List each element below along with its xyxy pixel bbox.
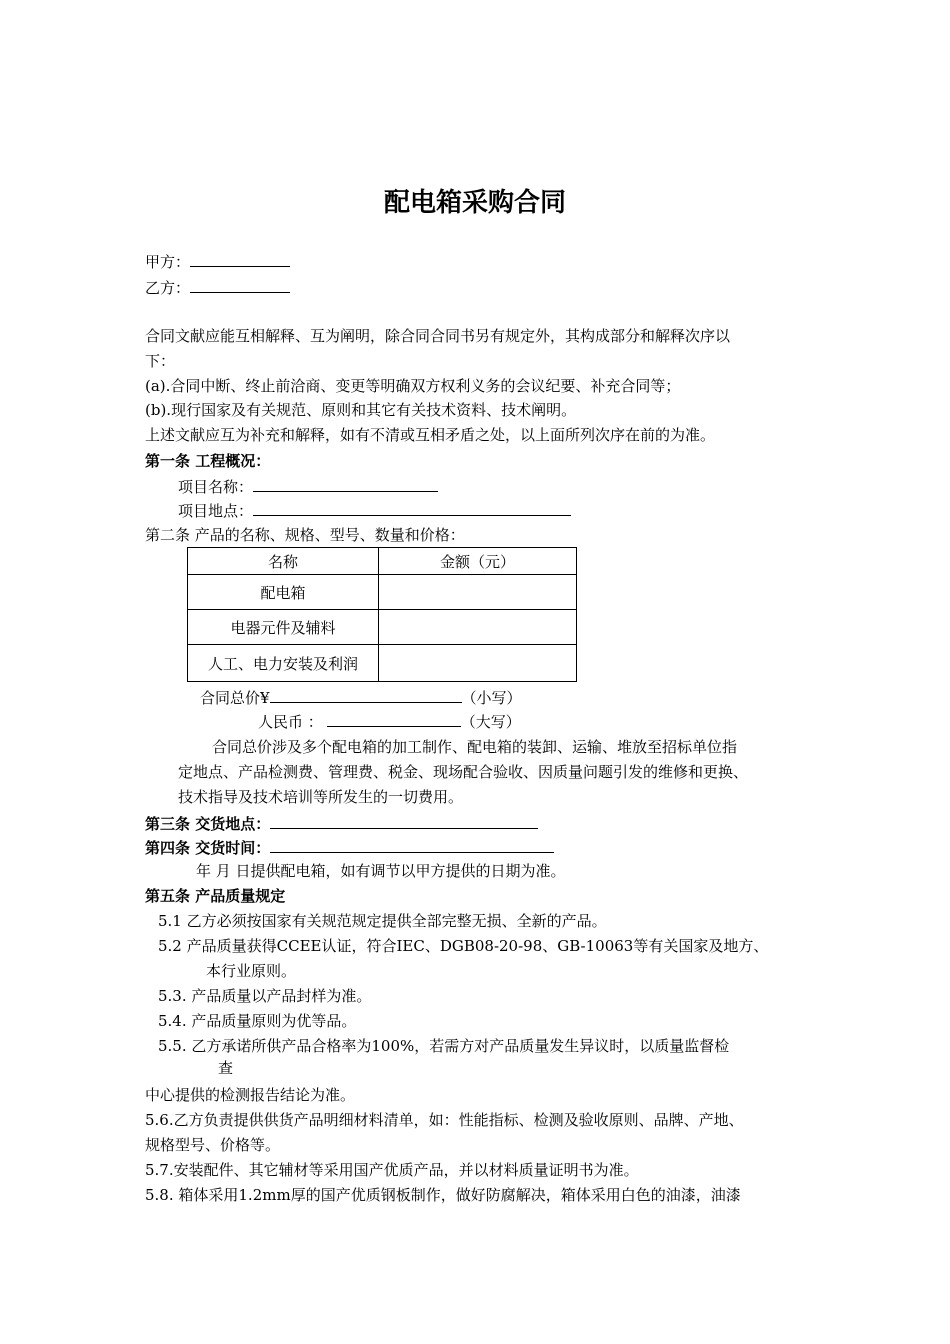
party-a-blank[interactable]: [190, 251, 290, 267]
table-header-row: [188, 548, 577, 575]
table-cell-amount[interactable]: [379, 610, 577, 645]
table-cell-name: 人工、电力安装及利润: [188, 645, 379, 682]
table-header-amount: 金额（元）: [379, 548, 577, 575]
total-price-suffix: （小写）: [461, 689, 522, 707]
party-a-line: [145, 251, 290, 272]
project-location-line: [178, 500, 571, 521]
art4-text: 年 月 日提供配电箱，如有调节以甲方提供的日期为准。: [196, 862, 566, 880]
art5-heading: 第五条 产品质量规定: [145, 887, 286, 905]
intro-p1-line1: 合同文献应能互相解释、互为阐明，除合同合同书另有规定外，其构成部分和解释次序以: [145, 327, 731, 345]
art5-item-5-line2: 查: [218, 1059, 234, 1077]
art4-heading: 第四条 交货时间：: [145, 839, 271, 857]
art5-item-2-line1: 5.2 产品质量获得CCEE认证，符合IEC、DGB08-20-98、GB-10063等有关国家及地方、: [158, 937, 769, 955]
rmb-line: [258, 711, 521, 732]
party-b-label: 乙方：: [145, 279, 191, 297]
total-price-line: [200, 687, 522, 708]
project-location-label: 项目地点：: [178, 502, 254, 520]
intro-p1-line2: 下：: [145, 352, 176, 370]
art4-line: [145, 837, 554, 858]
art5-item-3: 5.3. 产品质量以产品封样为准。: [158, 987, 372, 1005]
price-note-line2: 定地点、产品检测费、管理费、税金、现场配合验收、因质量问题引发的维修和更换、: [178, 763, 749, 781]
delivery-location-blank[interactable]: [270, 813, 538, 829]
rmb-suffix: （大写）: [460, 713, 521, 731]
price-note-line1: 合同总价涉及多个配电箱的加工制作、配电箱的装卸、运输、堆放至招标单位指: [212, 738, 738, 756]
art5-item-6-line2: 规格型号、价格等。: [145, 1136, 281, 1154]
party-b-line: [145, 277, 290, 298]
intro-item-a: (a).合同中断、终止前洽商、变更等明确双方权利义务的会议纪要、补充合同等；: [145, 377, 681, 395]
delivery-time-blank[interactable]: [270, 837, 554, 853]
party-a-label: 甲方：: [145, 253, 191, 271]
rmb-blank[interactable]: [327, 711, 461, 727]
art3-line: [145, 813, 538, 834]
table-row: [188, 610, 577, 645]
price-note-line3: 技术指导及技术培训等所发生的一切费用。: [178, 788, 464, 806]
art2-heading: 第二条 产品的名称、规格、型号、数量和价格：: [145, 526, 465, 544]
project-name-line: [178, 476, 438, 497]
table-cell-name: 配电箱: [188, 575, 379, 610]
table-cell-amount[interactable]: [379, 575, 577, 610]
art5-item-5-line1: 5.5. 乙方承诺所供产品合格率为100%，若需方对产品质量发生异议时，以质量监督检: [158, 1037, 730, 1055]
art5-item-6-line1: 5.6.乙方负责提供供货产品明细材料清单，如：性能指标、检测及验收原则、品牌、产地、: [145, 1111, 744, 1129]
table-cell-name: 电器元件及辅料: [188, 610, 379, 645]
table-row: [188, 575, 577, 610]
project-name-label: 项目名称：: [178, 478, 254, 496]
total-price-blank[interactable]: [270, 687, 462, 703]
project-name-blank[interactable]: [253, 476, 438, 492]
project-location-blank[interactable]: [253, 500, 571, 516]
table-cell-amount[interactable]: [379, 645, 577, 682]
art5-item-5-line3: 中心提供的检测报告结论为准。: [145, 1086, 356, 1104]
intro-p2: 上述文献应互为补充和解释，如有不清或互相矛盾之处，以上面所列次序在前的为准。: [145, 426, 716, 444]
party-b-blank[interactable]: [190, 277, 290, 293]
art5-item-2-line2: 本行业原则。: [206, 962, 297, 980]
document-title: 配电箱采购合同: [383, 188, 566, 218]
total-price-label: 合同总价¥: [200, 689, 270, 707]
table-row: [188, 645, 577, 682]
rmb-label: 人民币 ：: [258, 713, 323, 731]
art5-item-7: 5.7.安装配件、其它辅材等采用国产优质产品，并以材料质量证明书为准。: [145, 1161, 639, 1179]
art3-heading: 第三条 交货地点：: [145, 815, 271, 833]
art1-heading: 第一条 工程概况：: [145, 452, 271, 470]
art5-item-8: 5.8. 箱体采用1.2mm厚的国产优质钢板制作，做好防腐解决，箱体采用白色的油漆，油漆: [145, 1186, 741, 1204]
intro-item-b: (b).现行国家及有关规范、原则和其它有关技术资料、技术阐明。: [145, 401, 577, 419]
art5-item-4: 5.4. 产品质量原则为优等品。: [158, 1012, 357, 1030]
art5-item-1: 5.1 乙方必须按国家有关规范规定提供全部完整无损、全新的产品。: [158, 912, 607, 930]
table-header-name: 名称: [188, 548, 379, 575]
product-table: [187, 547, 577, 682]
